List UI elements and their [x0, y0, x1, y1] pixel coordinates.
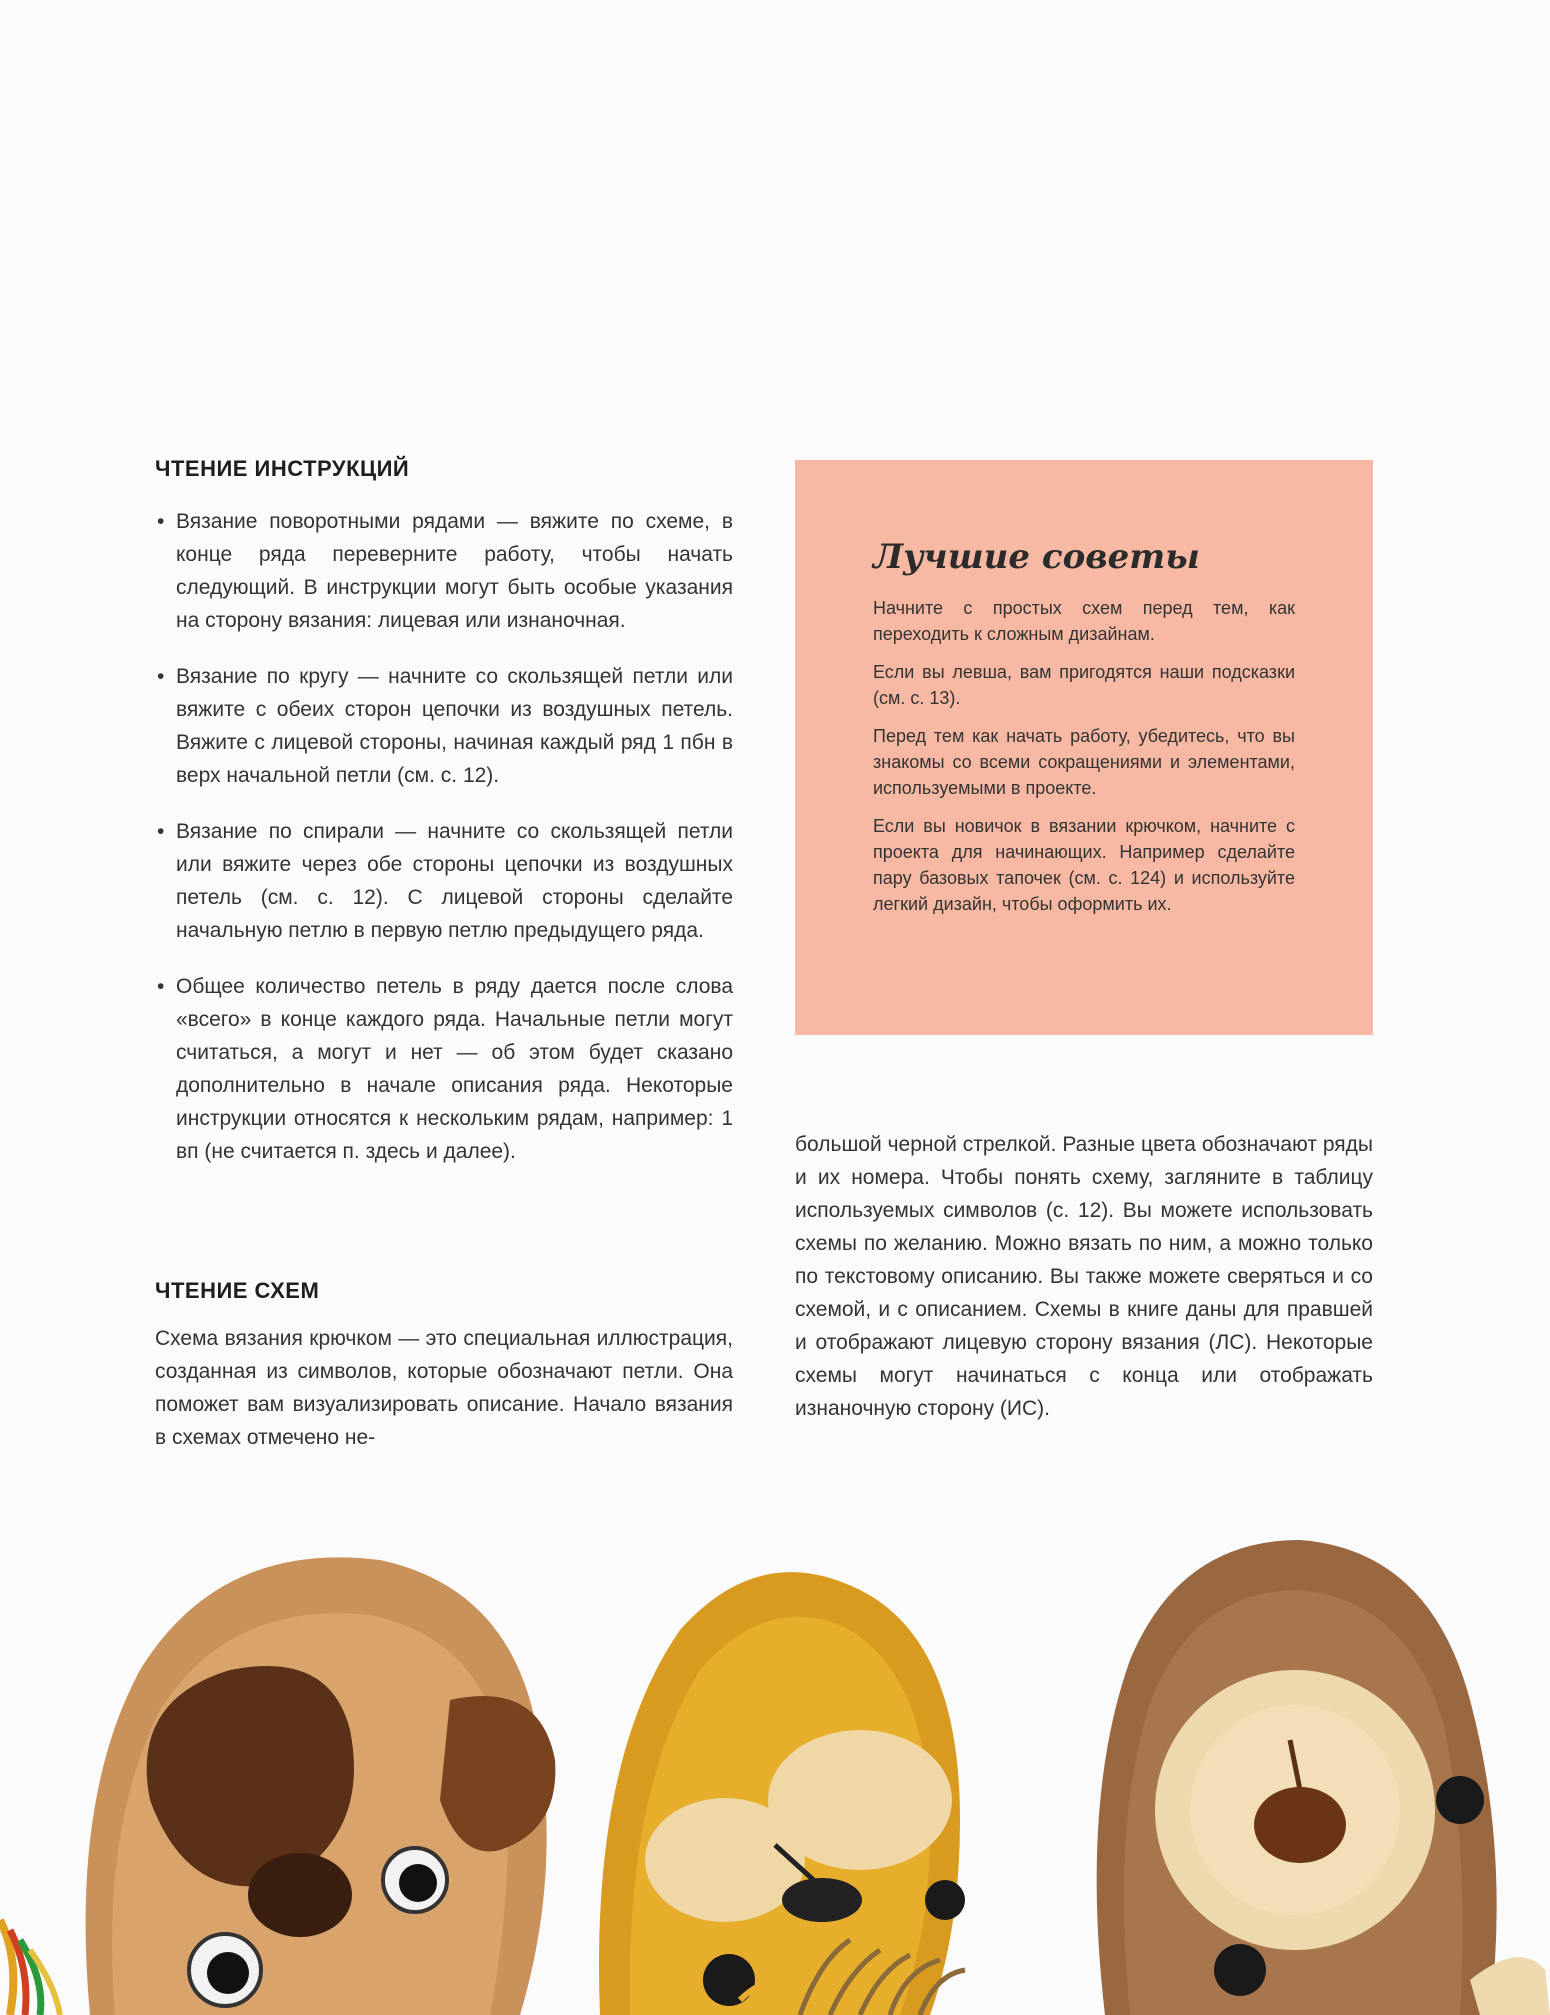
- paragraph-charts-right: большой черной стрелкой. Разные цвета обозначают ряды и их номера. Чтобы понять схему, загляните в таблицу используемых символов (с. 12). Вы можете использовать схемы по желанию. Можно вязать по ним, а можно только по текстовому описанию. Вы также можете сверяться и со схемой, и с описанием. Схемы в книге даны для правшей и отображают лицевую сторону вязания (ЛС). Некоторые схемы могут начинаться с конца или отображать изнаночную сторону (ИС).: [795, 1133, 1373, 1420]
- tip-item: Начните с простых схем перед тем, как переходить к сложным дизайнам.: [873, 598, 1295, 644]
- list-item-text: Вязание по спирали — начните со скользящей петли или вяжите через обе стороны цепочки из воздушных петель (см. с. 12). С лицевой стороны сделайте начальную петлю в первую петлю предыдущего ряда.: [176, 820, 733, 942]
- list-item: • Вязание поворотными рядами — вяжите по схеме, в конце ряда переверните работу, чтобы начать следующий. В инструкции могут быть особые указания на сторону вязания: лицевая или изнаночная.: [157, 510, 733, 632]
- paragraph-charts-left: Схема вязания крючком — это специальная иллюстрация, созданная из символов, которые обозначают петли. Она поможет вам визуализировать описание. Начало вязания в схемах отмечено не-: [155, 1327, 733, 1449]
- tips-box: [795, 460, 1373, 1035]
- crochet-slipper-lion-icon: [599, 1572, 965, 2015]
- heading-reading-charts: ЧТЕНИЕ СХЕМ: [155, 1278, 320, 1303]
- slippers-photo: [0, 1500, 1550, 2015]
- tips-title: Лучшие советы: [873, 537, 1200, 577]
- tip-item: Если вы левша, вам пригодятся наши подсказки (см. с. 13).: [873, 662, 1295, 708]
- list-item-text: Вязание по кругу — начните со скользящей петли или вяжите с обеих сторон цепочки из воздушных петель. Вяжите с лицевой стороны, начиная каждый ряд 1 пбн в верх начальной петли (см. с. 12).: [176, 665, 733, 787]
- tip-item: Если вы новичок в вязании крючком, начните с проекта для начинающих. Например сделайте пару базовых тапочек (см. с. 124) и используйте легкий дизайн, чтобы оформить их.: [873, 816, 1295, 914]
- list-item-text: Общее количество петель в ряду дается после слова «всего» в конце каждого ряда. Начальные петли могут считаться, а могут и нет — об этом будет сказано дополнительно в начале описания ряда. Некоторые инструкции относятся к нескольким рядам, например: 1 вп (не считается п. здесь и далее).: [176, 975, 733, 1163]
- list-item-text: Вязание поворотными рядами — вяжите по схеме, в конце ряда переверните работу, чтобы начать следующий. В инструкции могут быть особые указания на сторону вязания: лицевая или изнаночная.: [176, 510, 733, 632]
- crochet-slipper-bear-icon: [1097, 1540, 1550, 2015]
- yarn-fringe-icon: [0, 1920, 60, 2015]
- heading-reading-instructions: ЧТЕНИЕ ИНСТРУКЦИЙ: [155, 456, 410, 481]
- list-item: • Вязание по спирали — начните со скользящей петли или вяжите через обе стороны цепочки из воздушных петель (см. с. 12). С лицевой стороны сделайте начальную петлю в первую петлю предыдущего ряда.: [157, 820, 733, 942]
- list-item: • Вязание по кругу — начните со скользящей петли или вяжите с обеих сторон цепочки из воздушных петель. Вяжите с лицевой стороны, начиная каждый ряд 1 пбн в верх начальной петли (см. с. 12).: [157, 665, 733, 787]
- tip-item: Перед тем как начать работу, убедитесь, что вы знакомы со всеми сокращениями и элементами, используемыми в проекте.: [873, 726, 1295, 798]
- tips-body: [873, 595, 1295, 929]
- instructions-list: [155, 505, 733, 1191]
- crochet-slipper-dog-icon: [86, 1557, 556, 2015]
- list-item: • Общее количество петель в ряду дается после слова «всего» в конце каждого ряда. Начальные петли могут считаться, а могут и нет — об этом будет сказано дополнительно в начале описания ряда. Некоторые инструкции относятся к нескольким рядам, например: 1 вп (не считается п. здесь и далее).: [157, 975, 733, 1163]
